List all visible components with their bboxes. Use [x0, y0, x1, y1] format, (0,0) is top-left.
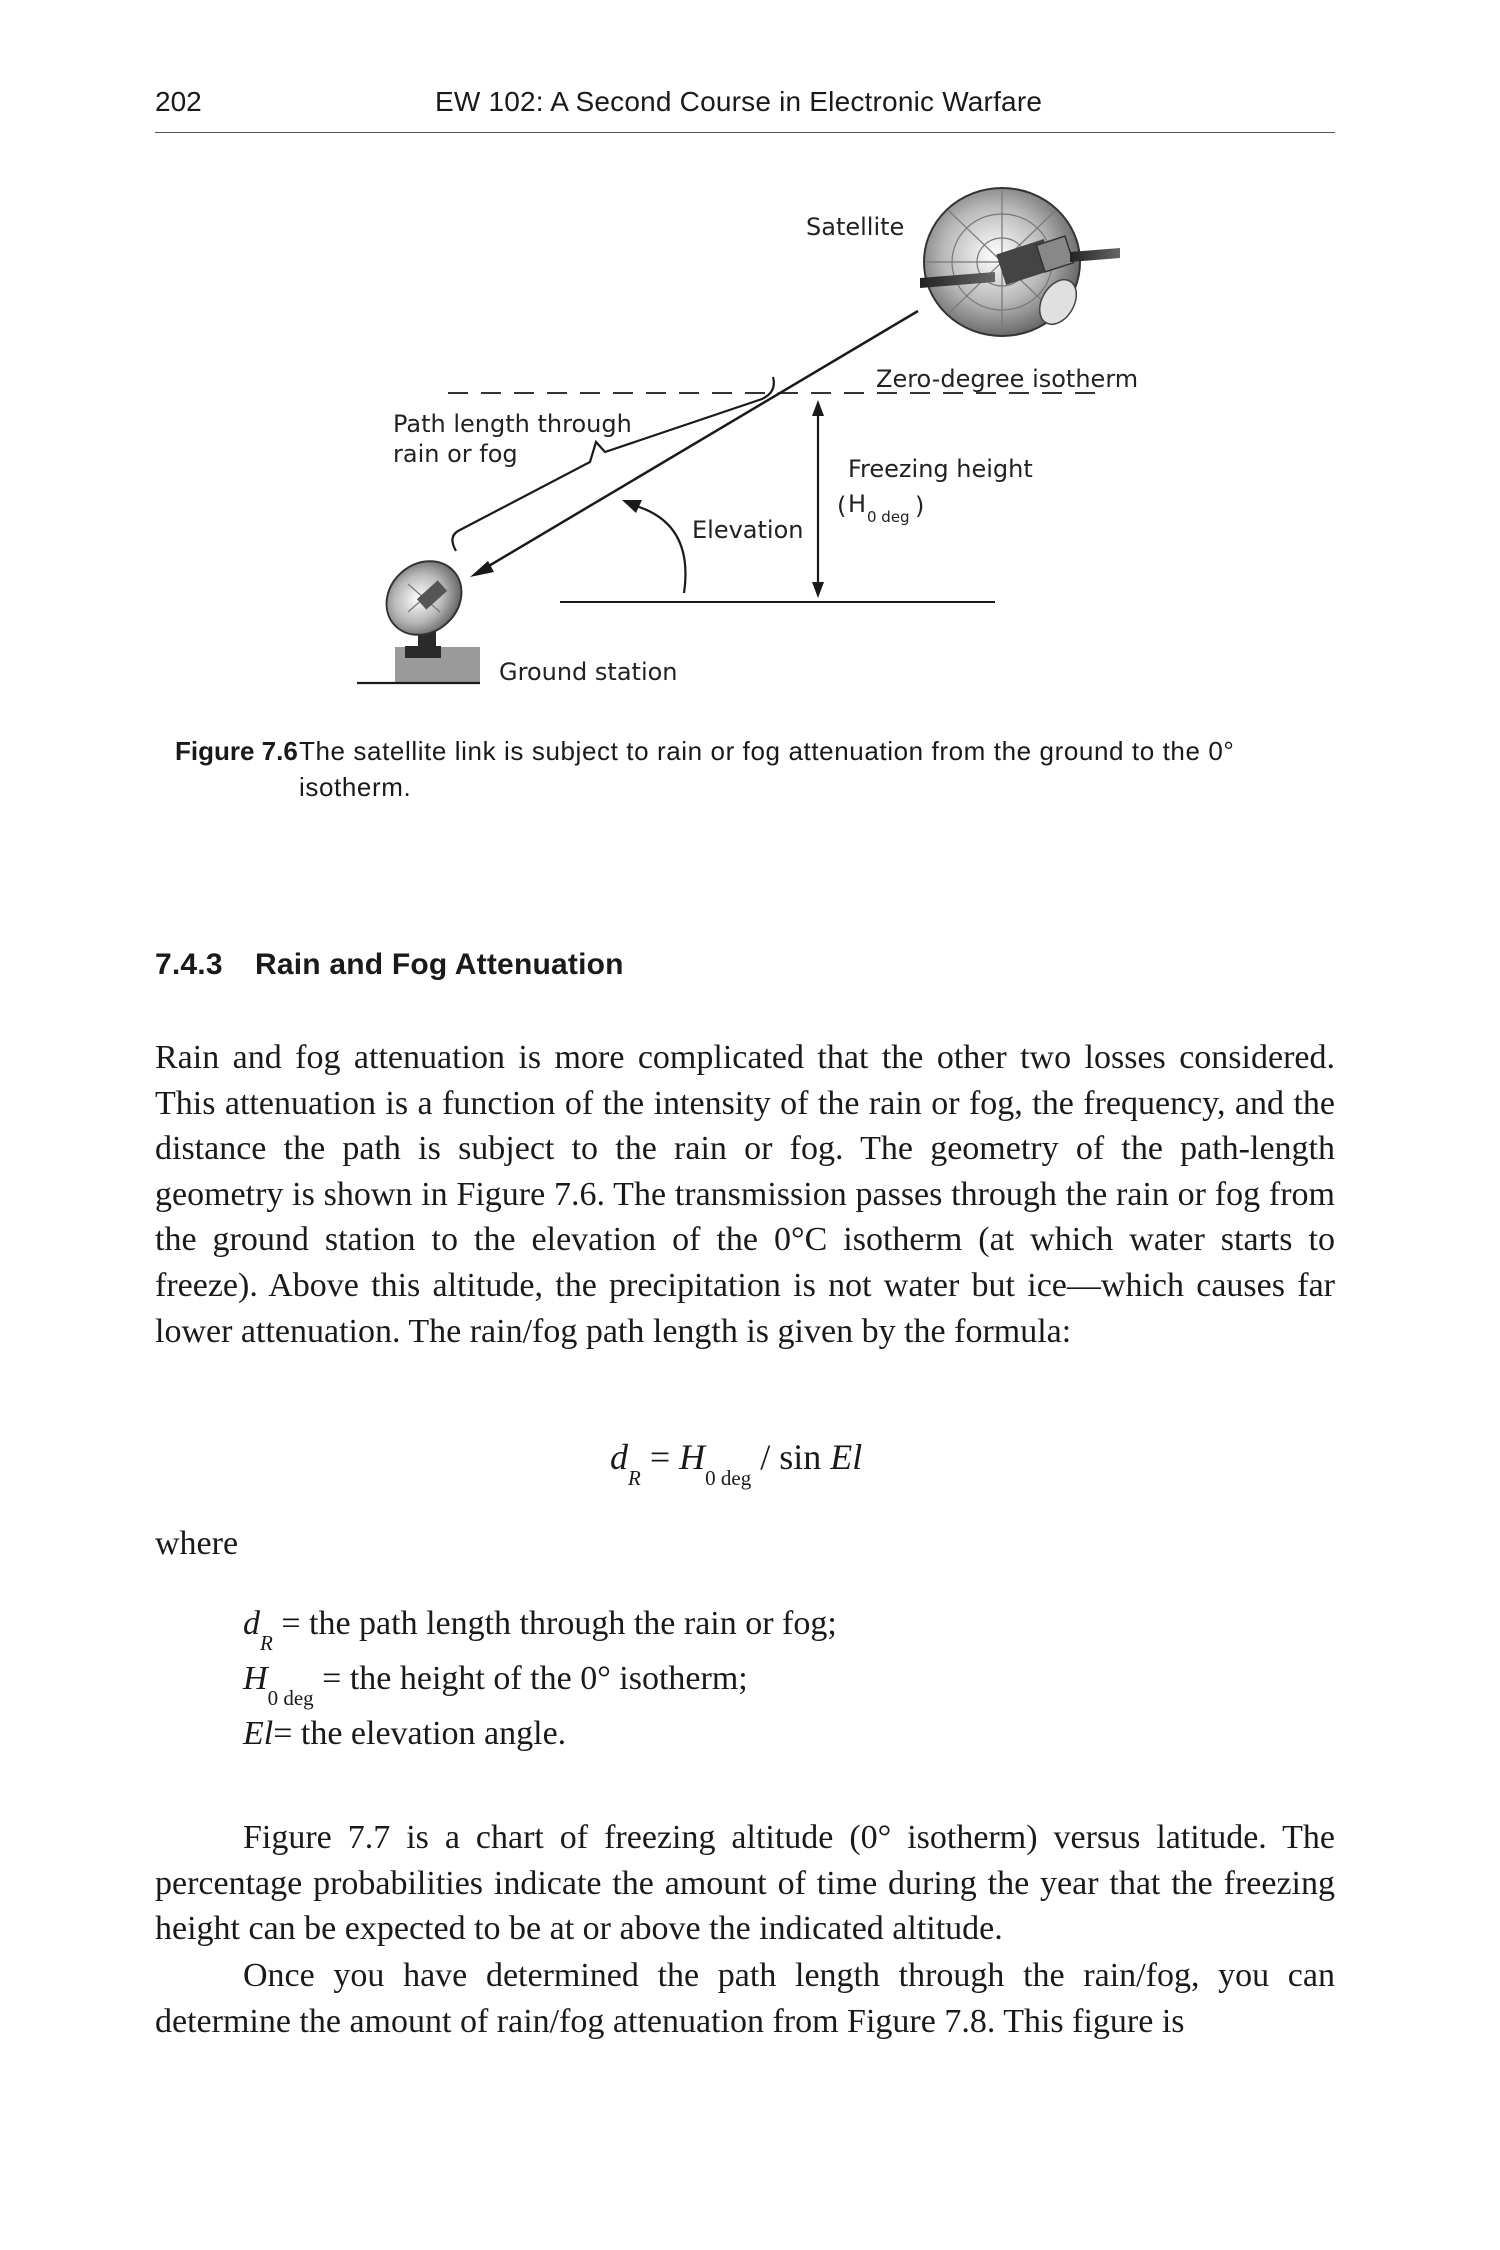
freezing-height-paren-open: (	[837, 492, 847, 520]
definition-h0deg	[243, 1660, 748, 1710]
formula	[610, 1436, 863, 1490]
page-number: 202	[155, 86, 202, 117]
formula-lhs: d	[610, 1437, 628, 1477]
freezing-height-label: Freezing height	[848, 455, 1033, 483]
freezing-height-symbol: H	[848, 490, 867, 518]
freezing-height-paren-close: )	[915, 492, 925, 520]
definition-el	[243, 1715, 566, 1753]
section-number: 7.4.3	[155, 948, 223, 981]
path-arrowhead	[470, 561, 494, 577]
running-title: EW 102: A Second Course in Electronic Warfare	[435, 86, 1043, 117]
freezing-height-subscript: 0 deg	[867, 508, 910, 526]
formula-lhs-subscript: R	[628, 1466, 641, 1490]
definition-text: = the path length through the rain or fog;	[281, 1605, 837, 1642]
section-title: Rain and Fog Attenuation	[255, 948, 624, 981]
freezing-arrow-top	[812, 400, 824, 416]
isotherm-label: Zero-degree isotherm	[876, 365, 1139, 393]
ground-station-label: Ground station	[499, 658, 678, 686]
body-paragraph-3: Once you have determined the path length through the rain/fog, you can determine the amount of rain/fog attenuation from Figure 7.8. This figure is	[155, 1957, 1335, 2040]
path-length-label-1: Path length through	[393, 410, 632, 438]
elevation-arc	[636, 506, 685, 593]
definition-text: = the height of the 0° isotherm;	[322, 1660, 748, 1697]
formula-sin: / sin	[760, 1437, 822, 1477]
freezing-arrow-bottom	[812, 582, 824, 598]
ground-station-icon	[372, 546, 480, 683]
satellite-label: Satellite	[806, 213, 905, 241]
definition-symbol: El	[243, 1715, 274, 1752]
definition-text: = the elevation angle.	[273, 1715, 567, 1752]
body-paragraph-1: Rain and fog attenuation is more complicated that the other two losses considered. This attenuation is a function of the intensity of the rain or fog, the frequency, and the distance the path is subject to the rain or fog. The geometry of the path-length geometry is shown in Figure 7.6. The transmission passes through the rain or fog from the ground station to the elevation of the 0°C isotherm (at which water starts to freeze). Above this altitude, the precipitation is not water but ice—which causes far lower attenuation. The rain/fog path length is given by the formula:	[155, 1039, 1335, 1350]
definition-subscript: R	[260, 1631, 273, 1655]
where-label: where	[155, 1525, 239, 1562]
figure-caption-text: The satellite link is subject to rain or fog attenuation from the ground to the 0° isotherm.	[299, 736, 1235, 802]
path-length-label-2: rain or fog	[393, 440, 518, 468]
formula-el: El	[830, 1437, 863, 1477]
figure-caption-label: Figure 7.6	[175, 736, 298, 766]
satellite-icon	[920, 188, 1120, 336]
definition-dr	[243, 1605, 837, 1655]
formula-h-subscript: 0 deg	[705, 1466, 752, 1490]
section-heading	[155, 948, 624, 982]
body-paragraph-2: Figure 7.7 is a chart of freezing altitude (0° isotherm) versus latitude. The percentage probabilities indicate the amount of time during the year that the freezing height can be expected to be at or above the indicated altitude.	[155, 1819, 1335, 1948]
definition-symbol: H	[243, 1660, 268, 1697]
formula-h: H	[679, 1437, 706, 1477]
elevation-arc-arrowhead	[622, 500, 642, 513]
elevation-label: Elevation	[692, 516, 804, 544]
formula-equals: =	[649, 1437, 671, 1477]
definition-subscript: 0 deg	[267, 1686, 314, 1710]
definition-symbol: d	[243, 1605, 260, 1642]
